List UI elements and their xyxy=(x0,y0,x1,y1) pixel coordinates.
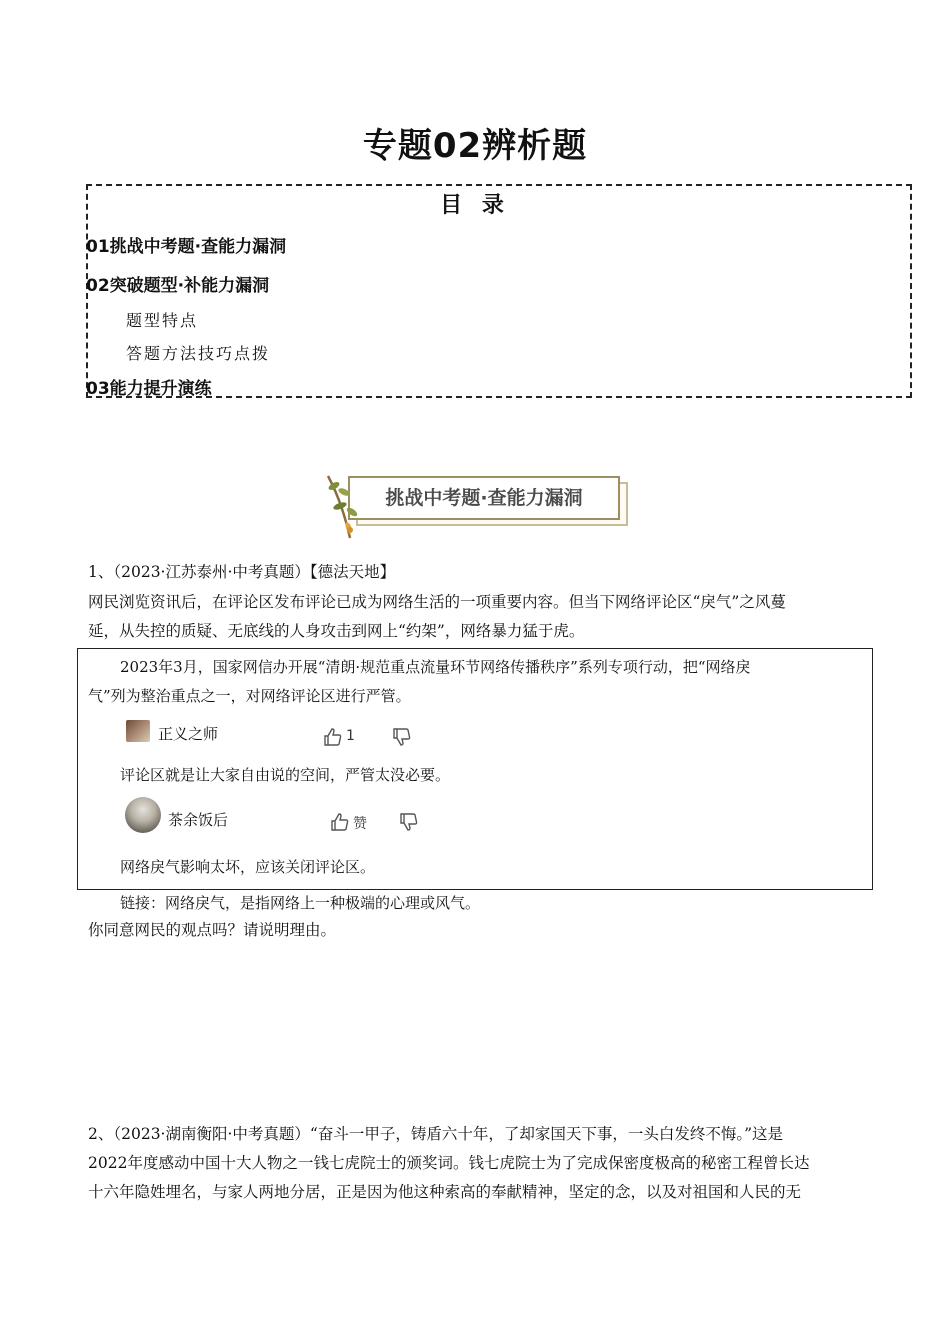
page-title: 专题02辨析题 xyxy=(362,126,588,166)
section-banner-title: 挑战中考题·查能力漏洞 xyxy=(385,487,583,509)
comment-2-text: 网络戾气影响太坏，应该关闭评论区。 xyxy=(120,858,376,876)
thumbs-up-icon[interactable] xyxy=(323,727,343,747)
question-1-header: 1、（2023·江苏泰州·中考真题）【德法天地】 xyxy=(88,563,396,581)
avatar xyxy=(125,797,161,833)
toc-heading: 目 录 xyxy=(440,193,510,218)
link-note: 链接：网络戾气，是指网络上一种极端的心理或风气。 xyxy=(120,894,481,912)
thumbs-down-icon[interactable] xyxy=(399,812,419,832)
section-banner xyxy=(320,472,630,544)
comment-1-text: 评论区就是让大家自由说的空间，严管太没必要。 xyxy=(120,766,451,784)
thumbs-down-icon[interactable] xyxy=(392,727,412,747)
toc-item-03[interactable]: 03能力提升演练 xyxy=(86,379,212,399)
avatar xyxy=(126,720,150,742)
comment-1-username: 正义之师 xyxy=(158,725,219,743)
question-2-line-2: 2022年度感动中国十大人物之一钱七虎院士的颁奖词。钱七虎院士为了完成保密度极高的秘密工程曾长达 xyxy=(88,1154,810,1172)
question-1-intro-line-2: 延，从失控的质疑、无底线的人身攻击到网上“约架”，网络暴力猛于虎。 xyxy=(88,622,585,640)
question-1-prompt: 你同意网民的观点吗？请说明理由。 xyxy=(88,921,337,939)
toc-item-02[interactable]: 02突破题型·补能力漏洞 xyxy=(86,276,270,296)
toc-subitem-methods[interactable]: 答题方法技巧点拨 xyxy=(126,344,271,363)
question-2-line-3: 十六年隐姓埋名，与家人两地分居，正是因为他这种索高的奉献精神，坚定的念，以及对祖国和人民的无 xyxy=(88,1183,802,1201)
toc-item-01[interactable]: 01挑战中考题·查能力漏洞 xyxy=(86,237,287,257)
comment-2-like-label: 赞 xyxy=(353,816,367,832)
box-text-line-1: 2023年3月，国家网信办开展“清朗·规范重点流量环节网络传播秩序”系列专项行动，把“网络戾 xyxy=(120,658,751,676)
comment-2-username: 茶余饭后 xyxy=(168,811,229,829)
comment-1-like-count: 1 xyxy=(346,728,355,744)
thumbs-up-icon[interactable] xyxy=(330,812,350,832)
question-1-intro-line-1: 网民浏览资讯后，在评论区发布评论已成为网络生活的一项重要内容。但当下网络评论区“戾气”之风蔓 xyxy=(88,593,786,611)
box-text-line-2: 气”列为整治重点之一，对网络评论区进行严管。 xyxy=(88,687,411,705)
question-2-line-1: 2、（2023·湖南衡阳·中考真题）“奋斗一甲子，铸盾六十年，了却家国天下事，一头白发终不悔。”这是 xyxy=(88,1125,784,1143)
toc-subitem-features[interactable]: 题型特点 xyxy=(126,311,199,330)
